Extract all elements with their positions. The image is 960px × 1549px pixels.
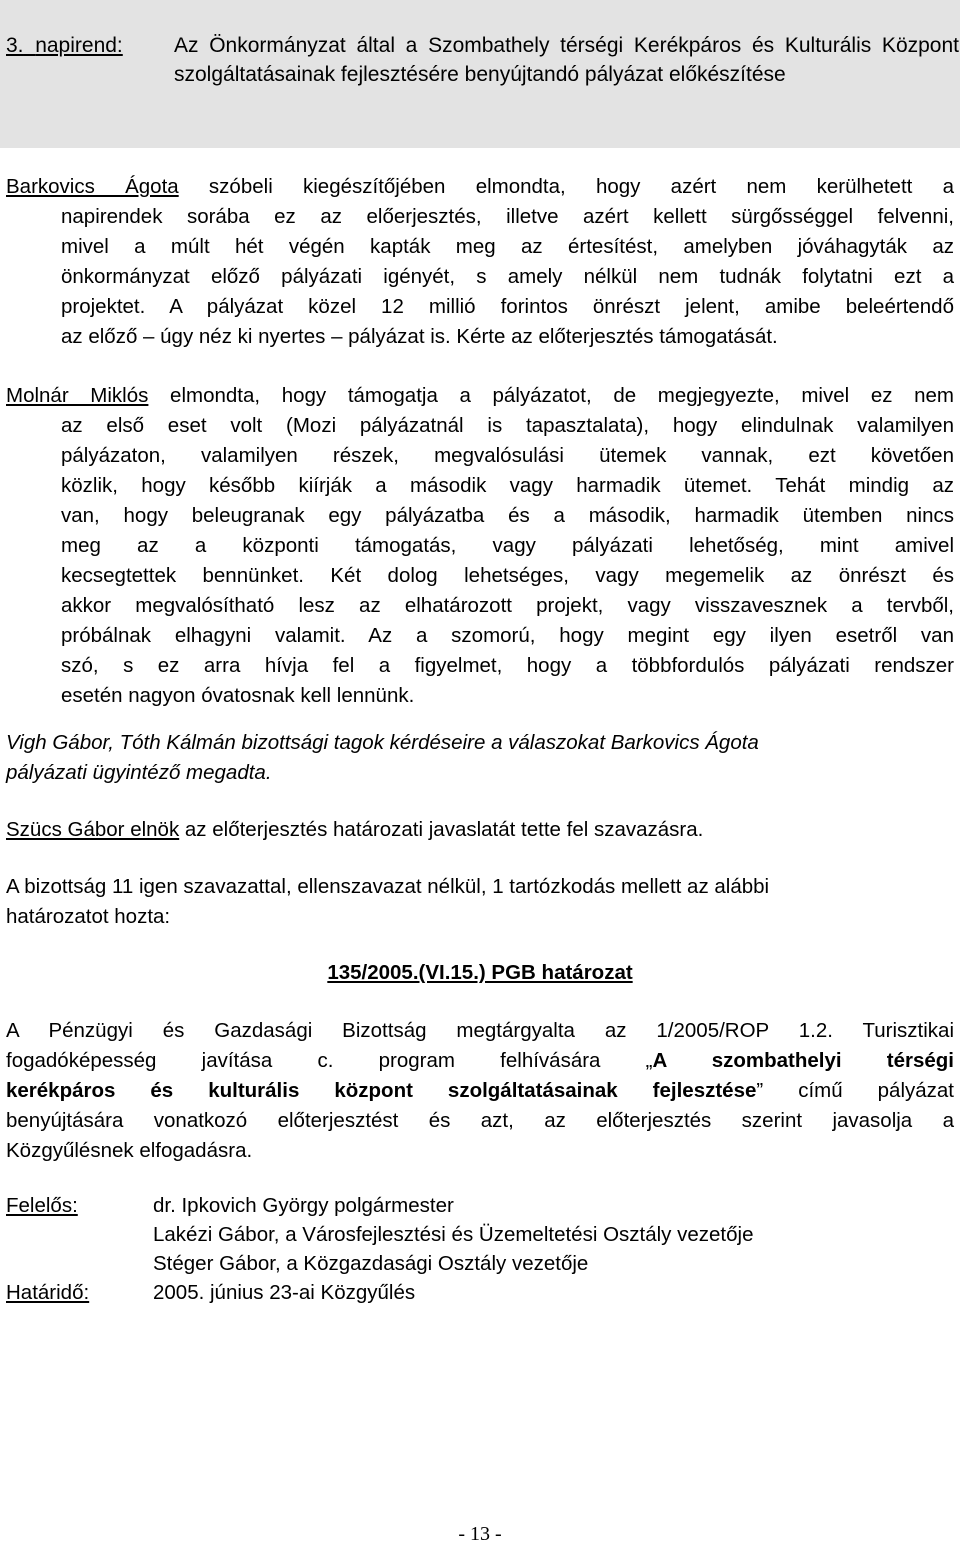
paragraph-vote-result: A bizottság 11 igen szavazattal, ellenszavazat nélkül, 1 tartózkodás mellett az alábbi határozatot hozta: xyxy=(6,875,770,928)
chair-name: Szücs Gábor elnök xyxy=(6,818,180,841)
responsible-label: Felelős: xyxy=(6,1194,78,1217)
responsible-person: dr. Ipkovich György polgármester xyxy=(153,1194,454,1217)
agenda-header xyxy=(0,0,960,148)
paragraph-questions: Vigh Gábor, Tóth Kálmán bizottsági tagok kérdéseire a válaszokat Barkovics Ágota pályázati ügyintéző megadta. xyxy=(6,731,759,784)
deadline-value: 2005. június 23-ai Közgyűlés xyxy=(153,1281,416,1304)
agenda-number: 3. napirend: xyxy=(6,34,123,57)
speaker-name: Molnár Miklós xyxy=(6,384,149,407)
paragraph-vote-call: Szücs Gábor elnök az előterjesztés határozati javaslatát tette fel szavazásra. xyxy=(6,818,704,841)
paragraph-barkovics: Barkovics Ágota szóbeli kiegészítőjében elmondta, hogy azért nem kerülhetett a napirendek sorába ez az előerjesztés, illetve azért kellett sürgősséggel felvenni, mivel a múlt hét végén kapták meg az értesítést, amelyben jóváhagyták az önkormányzat előző pályázati igényét, s amely nélkül nem tudnák folytatni ezt a projektet. A pályázat közel 12 millió forintos önrészt jelent, amibe beleértendő az előző – úgy néz ki nyertes – pályázat is. Kérte az előterjesztés támogatását. xyxy=(6,175,954,348)
speaker-name: Barkovics Ágota xyxy=(6,175,179,198)
page-number: - 13 - xyxy=(458,1523,502,1545)
paragraph-resolution-body: A Pénzügyi és Gazdasági Bizottság megtárgyalta az 1/2005/ROP 1.2. Turisztikai fogadóképesség javítása c. program felhívására „A szombathelyi térségi kerékpáros és kulturális központ szolgáltatásainak fejlesztése” című pályázat benyújtására vonatkozó előterjesztést és azt, az előterjesztés szerint javasolja a Közgyűlésnek elfogadásra. xyxy=(6,1019,954,1162)
agenda-title: Az Önkormányzat által a Szombathely térségi Kerékpáros és Kulturális Központ szolgáltatásainak fejlesztésére benyújtandó pályázat előkészítése xyxy=(174,34,959,86)
deadline-label: Határidő: xyxy=(6,1281,90,1304)
responsible-person: Stéger Gábor, a Közgazdasági Osztály vezetője xyxy=(153,1252,589,1275)
responsible-person: Lakézi Gábor, a Városfejlesztési és Üzemeltetési Osztály vezetője xyxy=(153,1223,754,1246)
resolution-title: 135/2005.(VI.15.) PGB határozat xyxy=(327,961,633,984)
paragraph-molnar: Molnár Miklós elmondta, hogy támogatja a pályázatot, de megjegyezte, mivel ez nem az első eset volt (Mozi pályázatnál is tapasztalata), hogy elindulnak valamilyen pályázaton, valamilyen részek, megvalósulási ütemek vannak, ezt követően közlik, hogy később kiírják a második vagy harmadik ütemet. Tehát mindig az van, hogy beleugranak egy pályázatba és a második, harmadik ütemben nincs meg az a központi támogatás, vagy pályázati lehetőség, mint amivel kecsegtettek bennünket. Két dolog lehetséges, vagy megemelik az önrészt és akkor megvalósítható lesz az elhatározott projekt, vagy visszavesznek a tervből, próbálnak elhagyni valamit. Az a szomorú, hogy megint egy ilyen esetről van szó, s ez arra hívja fel a figyelmet, hogy a többfordulós pályázati rendszer esetén nagyon óvatosnak kell lennünk. xyxy=(6,384,954,707)
